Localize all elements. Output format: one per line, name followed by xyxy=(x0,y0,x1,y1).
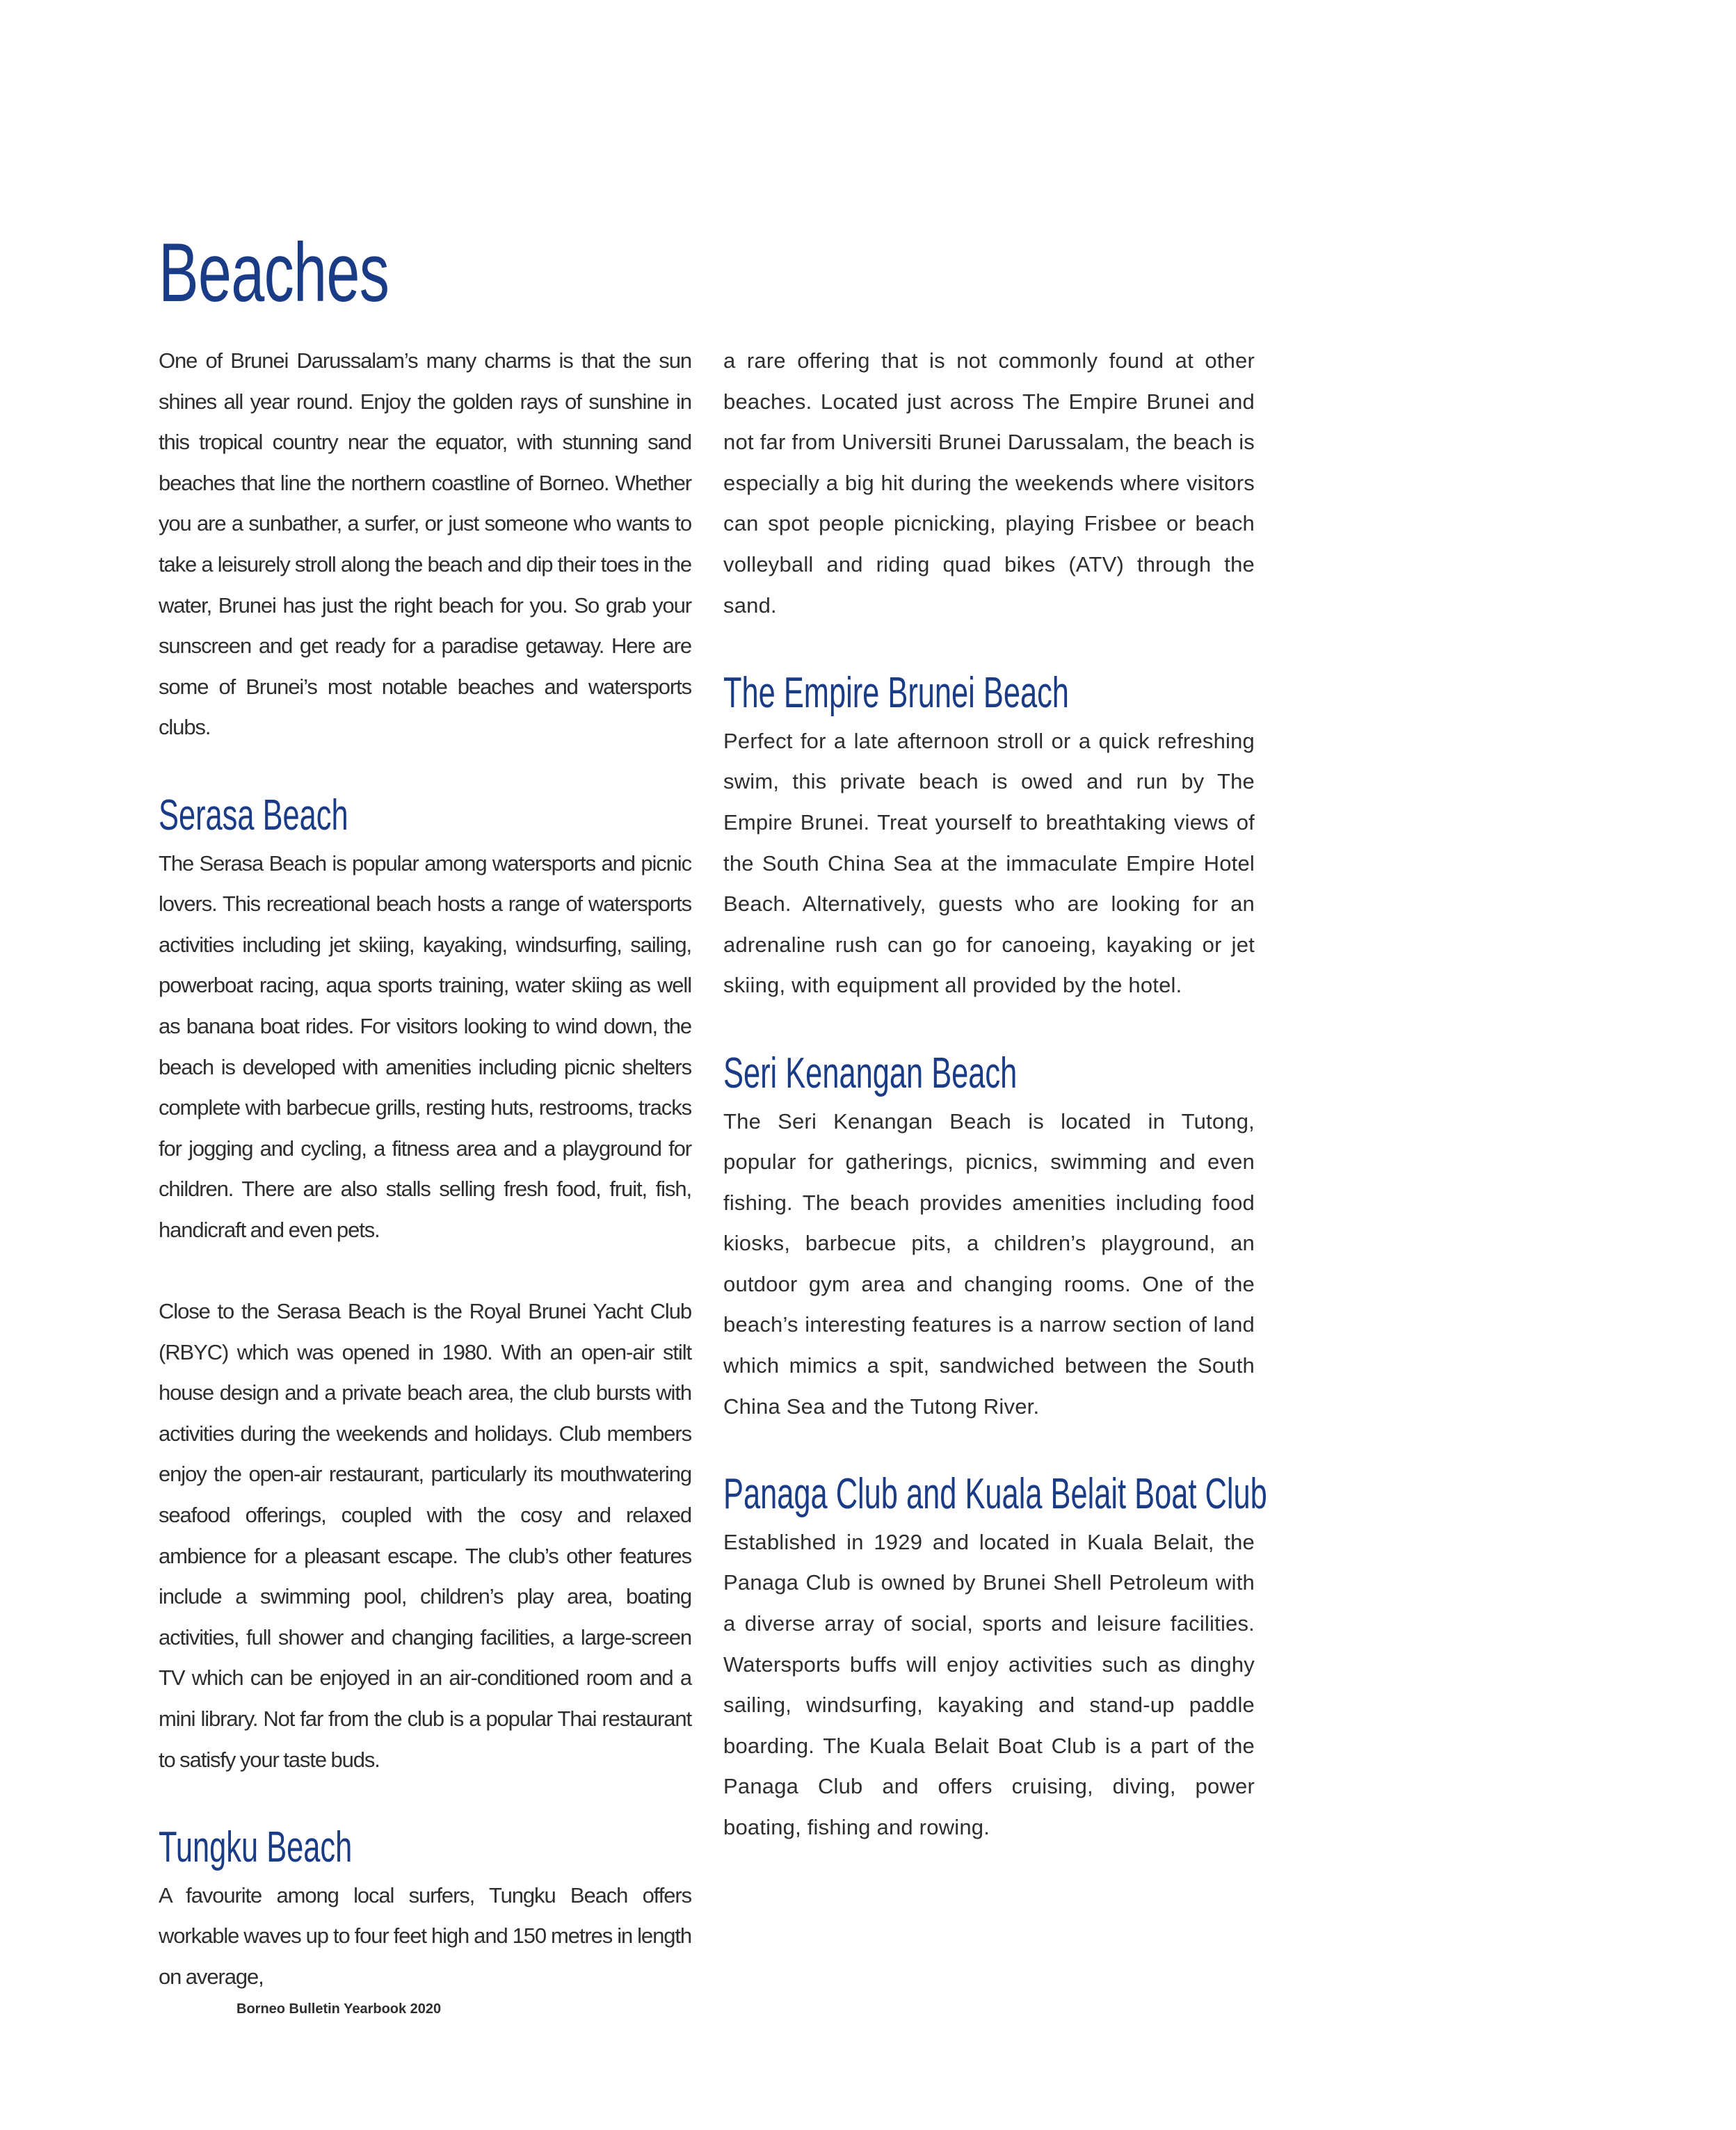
tungku-beach-heading: Tungku Beach xyxy=(159,1823,353,1871)
seri-heading-wrap xyxy=(723,1047,1255,1100)
seri-kenangan-paragraph: The Seri Kenangan Beach is located in Tutong, popular for gatherings, picnics, swimming and even fishing. The beach provides amenities including food kiosks, barbecue pits, a children’s playground, an outdoor gym area and changing rooms. One of the beach’s interesting features is a narrow section of land which mimics a spit, sandwiched between the South China Sea and the Tutong River. xyxy=(723,1108,1255,1419)
empire-brunei-beach-heading: The Empire Brunei Beach xyxy=(723,668,1069,717)
left-column xyxy=(159,341,691,1998)
tungku-heading-wrap xyxy=(159,1821,691,1874)
serasa-paragraph-2: Close to the Serasa Beach is the Royal Brunei Yacht Club (RBYC) which was opened in 1980. With an open-air stilt house design and a private beach area, the club bursts with activities during the weekends and holidays. Club members enjoy the open-air restaurant, particularly its mouthwatering seafood offerings, coupled with the cosy and relaxed ambience for a pleasant escape. The club’s other features include a swimming pool, children’s play area, boating activities, full shower and changing facilities, a large-screen TV which can be enjoyed in an air-conditioned room and a mini library. Not far from the club is a popular Thai restaurant to satisfy your taste buds. xyxy=(159,1299,691,1772)
spacer xyxy=(159,1780,691,1821)
spacer xyxy=(723,626,1255,667)
panaga-club-heading: Panaga Club and Kuala Belait Boat Club xyxy=(723,1469,1267,1518)
tungku-continued-paragraph: a rare offering that is not commonly found at other beaches. Located just across The Empire Brunei and not far from Universiti Brunei Darussalam, the beach is especially a big hit during the weekends where visitors can spot people picnicking, playing Frisbee or beach volleyball and riding quad bikes (ATV) through the sand. xyxy=(723,348,1255,618)
page-title: Beaches xyxy=(159,226,389,319)
spacer xyxy=(159,1250,691,1291)
serasa-heading-wrap xyxy=(159,789,691,842)
serasa-paragraph-1: The Serasa Beach is popular among watersports and picnic lovers. This recreational beach hosts a range of watersports activities including jet skiing, kayaking, windsurfing, sailing, powerboat racing, aqua sports training, water skiing as well as banana boat rides. For visitors looking to wind down, the beach is developed with amenities including picnic shelters complete with barbecue grills, resting huts, restrooms, tracks for jogging and cycling, a fitness area and a playground for children. There are also stalls selling fresh food, fruit, fish, handicraft and even pets. xyxy=(159,850,691,1242)
tungku-paragraph: A favourite among local surfers, Tungku Beach offers workable waves up to four feet high and 150 metres in length on average, xyxy=(159,1882,691,1989)
right-column xyxy=(723,341,1267,1848)
intro-paragraph: One of Brunei Darussalam’s many charms is that the sun shines all year round. Enjoy the golden rays of sunshine in this tropical country near the equator, with stunning sand beaches that line the northern coastline of Borneo. Whether you are a sunbather, a surfer, or just someone who wants to take a leisurely stroll along the beach and dip their toes in the water, Brunei has just the right beach for you. So grab your sunscreen and get ready for a paradise getaway. Here are some of Brunei’s most notable beaches and watersports clubs. xyxy=(159,348,691,740)
panaga-heading-wrap xyxy=(723,1468,1267,1521)
panaga-paragraph: Established in 1929 and located in Kuala Belait, the Panaga Club is owned by Brunei Shell Petroleum with a diverse array of social, sports and leisure facilities. Watersports buffs will enjoy activities such as dinghy sailing, windsurfing, kayaking and stand-up paddle boarding. The Kuala Belait Boat Club is a part of the Panaga Club and offers cruising, diving, power boating, fishing and rowing. xyxy=(723,1529,1255,1839)
empire-paragraph: Perfect for a late afternoon stroll or a quick refreshing swim, this private beach is owed and run by The Empire Brunei. Treat yourself to breathtaking views of the South China Sea at the immaculate Empire Hotel Beach. Alternatively, guests who are looking for an adrenaline rush can go for canoeing, kayaking or jet skiing, with equipment all provided by the hotel. xyxy=(723,728,1255,998)
serasa-beach-heading: Serasa Beach xyxy=(159,791,348,839)
spacer xyxy=(159,748,691,789)
spacer xyxy=(723,1006,1255,1047)
spacer xyxy=(723,1427,1255,1468)
seri-kenangan-beach-heading: Seri Kenangan Beach xyxy=(723,1049,1018,1097)
page-footer: Borneo Bulletin Yearbook 2020 xyxy=(236,2001,442,2017)
empire-heading-wrap xyxy=(723,667,1255,720)
